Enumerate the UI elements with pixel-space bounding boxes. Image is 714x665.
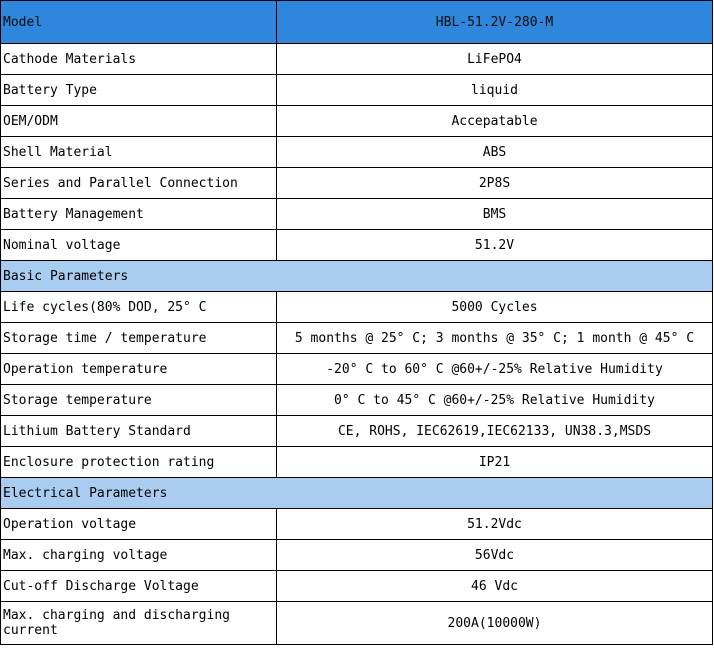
row-value: 46 Vdc [277,571,713,602]
section-title: Electrical Parameters [1,478,713,509]
table-row [1,385,713,416]
row-value: 2P8S [277,168,713,199]
table-row [1,137,713,168]
row-value: IP21 [277,447,713,478]
header-label: Model [1,1,277,44]
row-label: Shell Material [1,137,277,168]
table-row [1,292,713,323]
row-label: Lithium Battery Standard [1,416,277,447]
row-value: 5 months @ 25° C; 3 months @ 35° C; 1 month @ 45° C [277,323,713,354]
row-label: Nominal voltage [1,230,277,261]
row-label: Operation voltage [1,509,277,540]
table-row [1,509,713,540]
section-row-electrical [1,478,713,509]
table-row [1,75,713,106]
table-row [1,354,713,385]
row-value: Accepatable [277,106,713,137]
row-label: Max. charging and discharging current [1,602,277,645]
row-value: -20° C to 60° C @60+/-25% Relative Humidity [277,354,713,385]
row-value: 200A(10000W) [277,602,713,645]
section-title: Basic Parameters [1,261,713,292]
row-label: Cathode Materials [1,44,277,75]
table-row [1,602,713,645]
row-label: OEM/ODM [1,106,277,137]
row-label: Max. charging voltage [1,540,277,571]
row-label: Battery Management [1,199,277,230]
section-row-basic [1,261,713,292]
row-value: 51.2V [277,230,713,261]
row-label: Life cycles(80% DOD, 25° C [1,292,277,323]
table-header-row [1,1,713,44]
row-value: 0° C to 45° C @60+/-25% Relative Humidity [277,385,713,416]
table-row [1,571,713,602]
table-row [1,44,713,75]
row-value: BMS [277,199,713,230]
table-row [1,106,713,137]
row-value: LiFePO4 [277,44,713,75]
row-label: Battery Type [1,75,277,106]
row-value: 56Vdc [277,540,713,571]
row-label: Storage temperature [1,385,277,416]
row-label: Series and Parallel Connection [1,168,277,199]
table-row [1,323,713,354]
row-label: Cut-off Discharge Voltage [1,571,277,602]
row-label: Operation temperature [1,354,277,385]
row-label: Storage time / temperature [1,323,277,354]
row-value: 5000 Cycles [277,292,713,323]
table-row [1,168,713,199]
table-row [1,199,713,230]
header-value: HBL-51.2V-280-M [277,1,713,44]
row-value: ABS [277,137,713,168]
table-row [1,416,713,447]
table-row [1,230,713,261]
row-label: Enclosure protection rating [1,447,277,478]
table-row [1,447,713,478]
row-value: liquid [277,75,713,106]
row-value: CE, ROHS, IEC62619,IEC62133, UN38.3,MSDS [277,416,713,447]
table-row [1,540,713,571]
row-value: 51.2Vdc [277,509,713,540]
